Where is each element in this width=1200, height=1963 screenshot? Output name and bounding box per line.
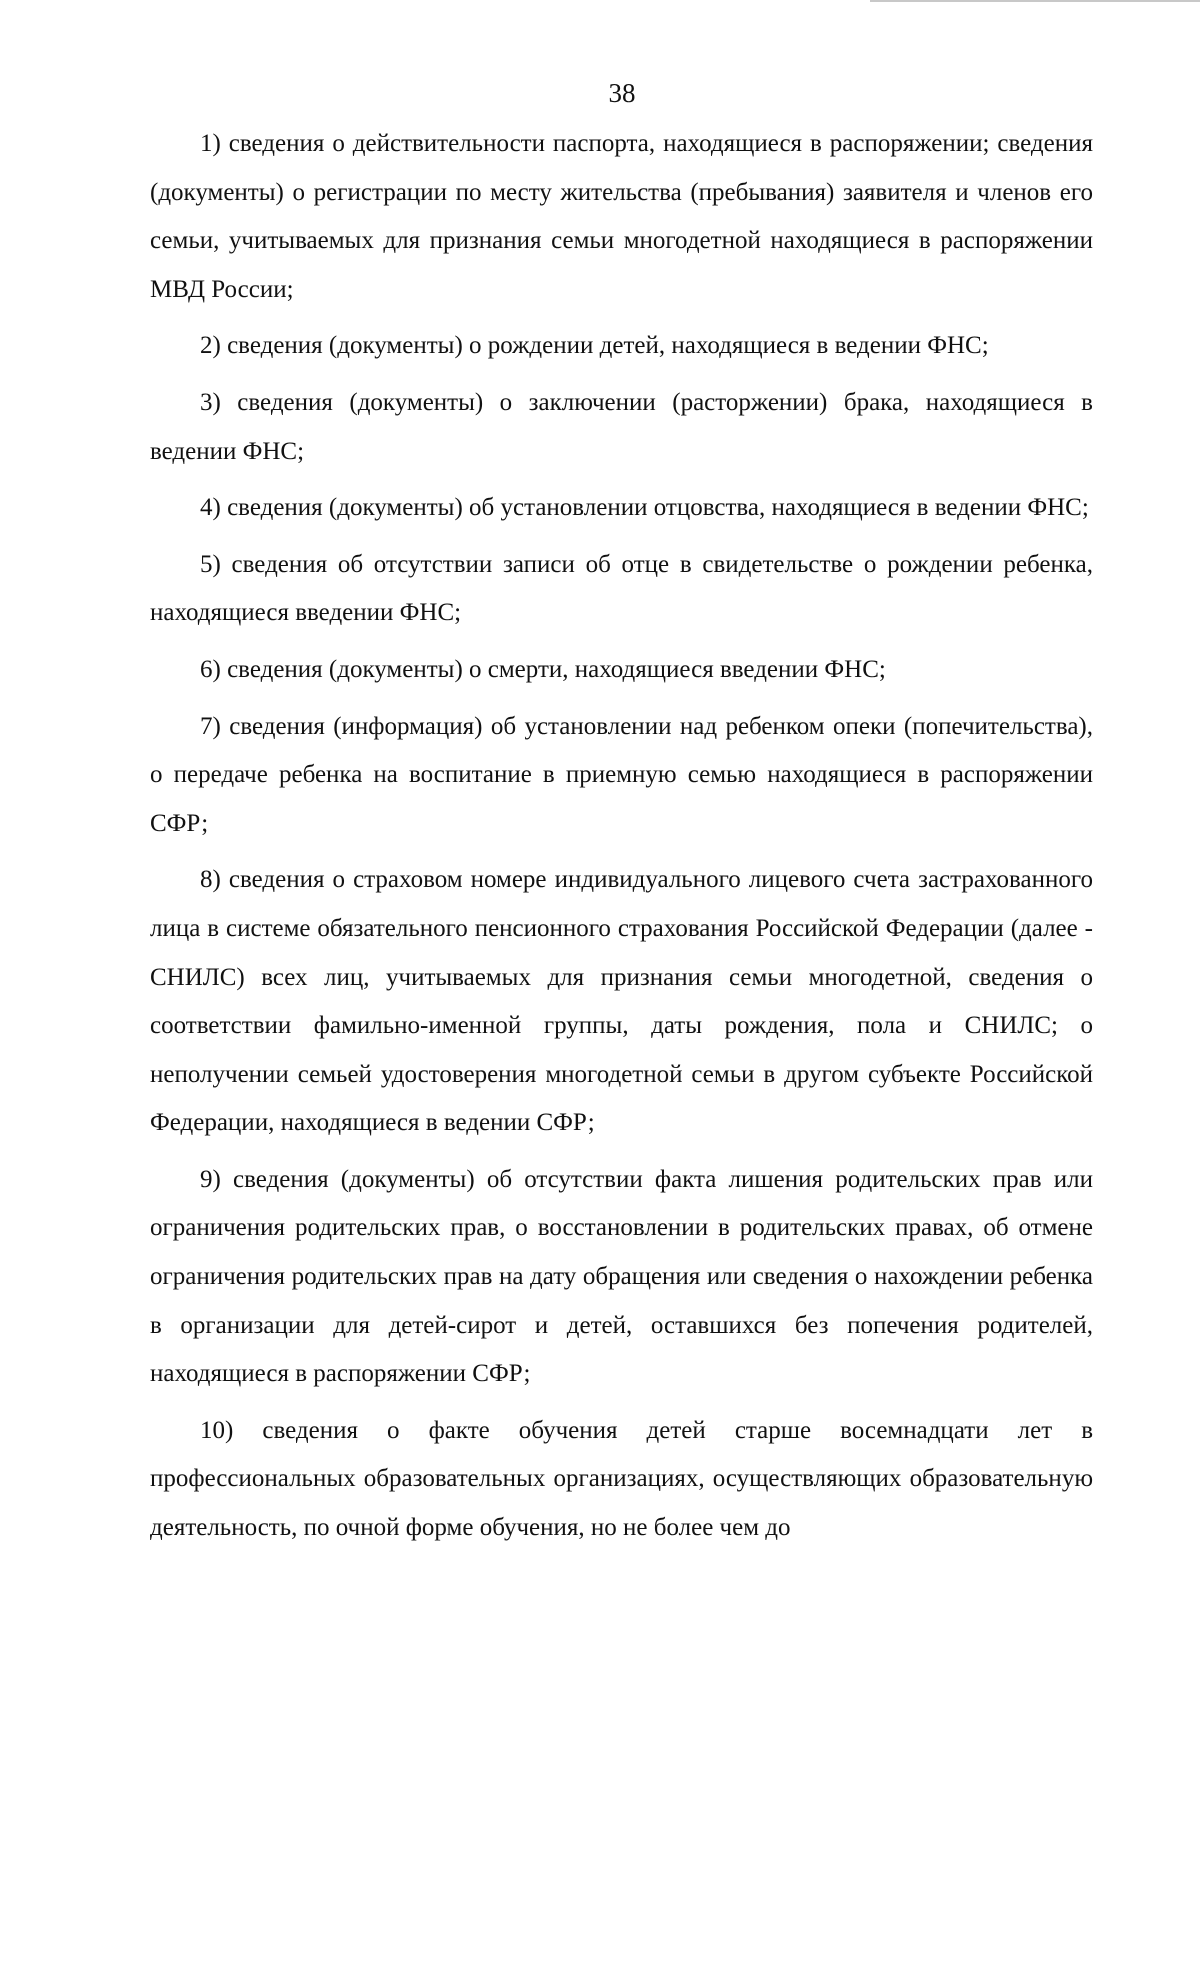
paragraph-item-2: 2) сведения (документы) о рождении детей, находящиеся в ведении ФНС; — [200, 332, 989, 360]
paragraph-item-5: 5) сведения об отсутствии записи об отце в свидетельстве о рождении ребенка, находящиеся введении ФНС; — [150, 550, 1093, 627]
paragraph-item-6: 6) сведения (документы) о смерти, находящиеся введении ФНС; — [200, 655, 886, 683]
paragraph-item-10: 10) сведения о факте обучения детей старше восемнадцати лет в профессиональных образовательных организациях, осуществляющих образовательную деятельность, по очной форме обучения, но не более чем до — [150, 1416, 1093, 1542]
paragraph-item-4: 4) сведения (документы) об установлении отцовства, находящиеся в ведении ФНС; — [200, 494, 1089, 522]
paragraph-item-9: 9) сведения (документы) об отсутствии факта лишения родительских прав или ограничения родительских прав, о восстановлении в родительских правах, об отмене ограничения родительских прав на дату обращения или сведения о нахождении ребенка в организации для детей-сирот и детей, оставшихся без попечения родителей, находящиеся в распоряжении СФР; — [150, 1165, 1093, 1388]
document-body — [150, 120, 1093, 1561]
page-number: 38 — [608, 78, 636, 108]
paragraph-item-1: 1) сведения о действительности паспорта, находящиеся в распоряжении; сведения (документы) о регистрации по месту жительства (пребывания) заявителя и членов его семьи, учитываемых для признания семьи многодетной находящиеся в распоряжении МВД России; — [150, 130, 1093, 303]
paragraph-item-3: 3) сведения (документы) о заключении (расторжении) брака, находящиеся в ведении ФНС; — [150, 388, 1093, 465]
paragraph-item-7: 7) сведения (информация) об установлении над ребенком опеки (попечительства), о передаче ребенка на воспитание в приемную семью находящиеся в распоряжении СФР; — [150, 712, 1093, 837]
paragraph-item-8: 8) сведения о страховом номере индивидуального лицевого счета застрахованного лица в системе обязательного пенсионного страхования Российской Федерации (далее - СНИЛС) всех лиц, учитываемых для признания семьи многодетной, сведения о соответствии фамильно-именной группы, даты рождения, пола и СНИЛС; о неполучении семьей удостоверения многодетной семьи в другом субъекте Российской Федерации, находящиеся в ведении СФР; — [150, 866, 1093, 1137]
